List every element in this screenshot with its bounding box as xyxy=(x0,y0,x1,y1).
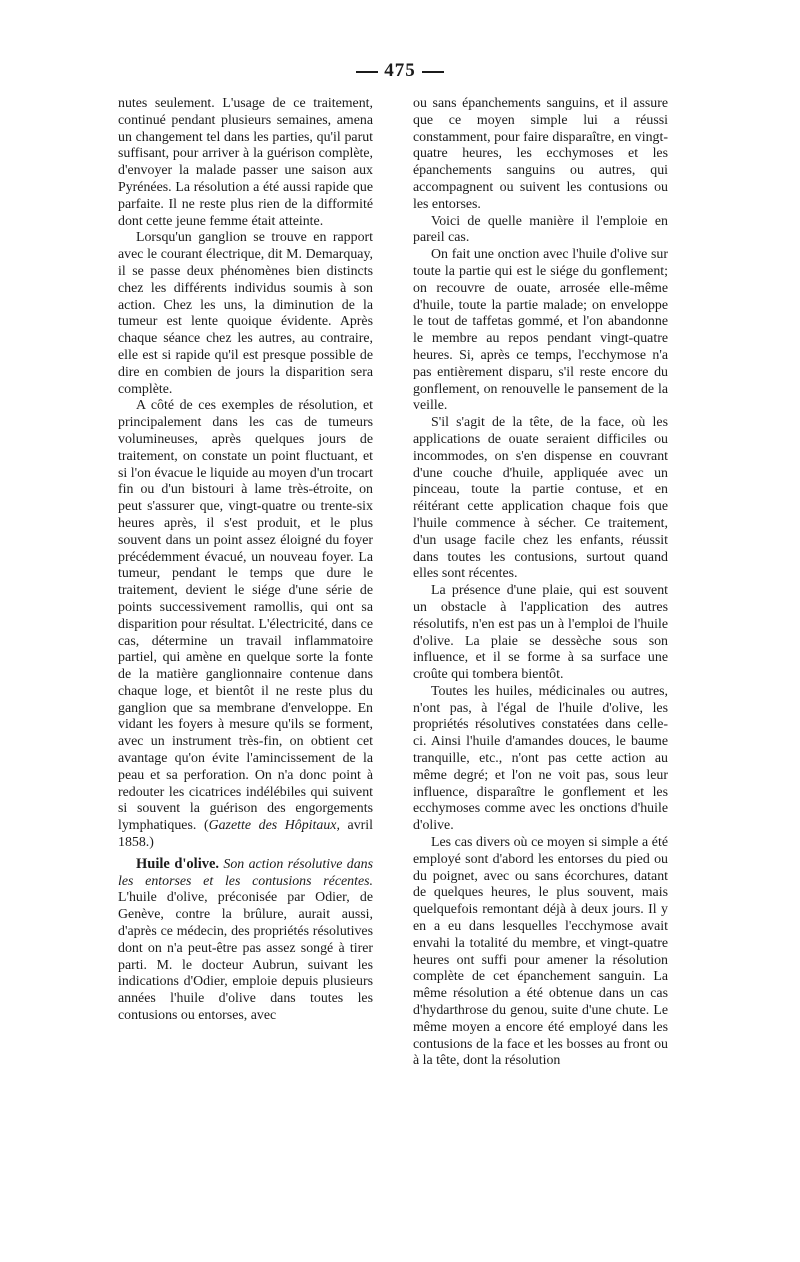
header-rule-right xyxy=(422,71,444,73)
entry-subtitle: Son action résolutive dans les entorses et les contusions récentes. xyxy=(118,856,373,889)
entry-paragraph xyxy=(118,856,373,1025)
paragraph: ou sans épanchements sanguins, et il assure que ce moyen simple lui a réussi constamment, pour faire disparaître, en vingt-quatre heures, les ecchymoses et les épanchements sanguins ou autres, qui accompagnent ou suivent les contusions ou les entorses. xyxy=(413,96,668,212)
citation-date: avril 1858.) xyxy=(118,818,373,851)
paragraph: Toutes les huiles, médicinales ou autres, n'ont pas, à l'égal de l'huile d'olive, les propriétés résolutives constatées dans celle-ci. Ainsi l'huile d'amandes douces, le baume tranquille, etc., n'ont pas cette action au même degré; et l'on ne voit pas, sous leur influence, disparaître le gonflement et les ecchymoses comme avec les onctions d'huile d'olive. xyxy=(413,683,668,834)
paragraph-text: A côté de ces exemples de résolution, et principalement dans les cas de tumeurs volumineuses, après quelques jours de traitement, on constate un point fluctuant, et si l'on évacue le liquide au moyen d'un trocart fin ou d'un bistouri à lame très-étroite, on peut s'assurer que, vingt-quatre ou trente-six heures après, il s'est produit, et le plus souvent dans un point assez éloigné du foyer précédemment évacué, un nouveau foyer. La tumeur, pendant le temps que dure le traitement, devient le siége d'une série de points successivement ramollis, qui ont sa disparition pour résultat. L'électricité, dans ce cas, détermine un travail inflammatoire partiel, qui amène en quelque sorte la fonte de la matière ganglionnaire contenue dans chaque loge, et bientôt il ne reste plus du ganglion que sa membrane d'enveloppe. En vidant les foyers à mesure qu'ils se forment, avec un instrument très-fin, on obtient cet avantage qu'on évite l'amincissement de la peau et sa perforation. On n'a donc point à redouter les cicatrices indélébiles qui suivent si souvent la guérison des engorgements lymphatiques. xyxy=(118,398,373,834)
citation-open: ( xyxy=(196,818,209,834)
right-column xyxy=(413,96,668,1070)
paragraph: On fait une onction avec l'huile d'olive sur toute la partie qui est le siége du gonflement; on recouvre de ouate, arrosée elle-même d'huile, toute la partie malade; on enveloppe le tout de taffetas gommé, et l'on abandonne le membre au repos pendant vingt-quatre heures. Si, après ce temps, l'ecchymose n'a pas entièrement disparu, s'il reste encore du gonflement, on renouvelle le pansement de la veille. xyxy=(413,247,668,414)
citation-source: Gazette des Hôpitaux, xyxy=(208,818,340,834)
paragraph-with-citation xyxy=(118,398,373,852)
entry-text: L'huile d'olive, préconisée par Odier, de Genève, contre la brûlure, aurait aussi, d'après ce médecin, des propriétés résolutives dont on n'a peut-être pas assez songé à tirer parti. M. le docteur Aubrun, suivant les indications d'Odier, emploie depuis plusieurs années l'huile d'olive dans toutes les contusions ou entorses, avec xyxy=(118,890,373,1024)
paragraph: La présence d'une plaie, qui est souvent un obstacle à l'application des autres résolutifs, n'en est pas un à l'emploi de l'huile d'olive. La plaie se dessèche sous son influence, et il se forme à sa surface une croûte qui tombera bientôt. xyxy=(413,583,668,683)
left-column xyxy=(118,96,373,1025)
page-header xyxy=(0,60,800,82)
paragraph: S'il s'agit de la tête, de la face, où les applications de ouate seraient difficiles ou incommodes, on s'en dispense en couvrant d'une couche d'huile, appliquée avec un pinceau, toute la partie contuse, et en réitérant cette application chaque fois que l'huile commence à sécher. Ce traitement, d'un usage facile chez les enfants, réussit dans toutes les contusions, surtout quand elles sont récentes. xyxy=(413,415,668,582)
header-rule-left xyxy=(356,71,378,73)
paragraph: Les cas divers où ce moyen si simple a été employé sont d'abord les entorses du pied ou du poignet, avec ou sans écorchures, datant de quelques heures, le plus souvent, mais quelquefois remontant déjà à deux jours. Il y en a eu dans lesquelles l'ecchymose avait envahi la totalité du membre, et vingt-quatre heures ont suffi pour amener la résolution complète de cet épanchement sanguin. La même résolution a été obtenue dans un cas d'hydarthrose du genou, suite d'une chute. Le même moyen a encore été employé dans les contusions de la face et les bosses au front ou à la tête, dont la résolution xyxy=(413,835,668,1069)
entry-heading: Huile d'olive. xyxy=(136,855,220,872)
paragraph: nutes seulement. L'usage de ce traitement, continué pendant plusieurs semaines, amena un changement tel dans les parties, qu'il parut suffisant, pour arriver à la guérison complète, d'envoyer la malade passer une saison aux Pyrénées. La résolution a été aussi rapide que parfaite. Il ne reste plus rien de la difformité dont cette jeune femme était atteinte. xyxy=(118,96,373,229)
page-number: 475 xyxy=(384,60,416,81)
paragraph: Voici de quelle manière il l'emploie en pareil cas. xyxy=(413,213,668,246)
paragraph: Lorsqu'un ganglion se trouve en rapport avec le courant électrique, dit M. Demarquay, il se passe deux phénomènes bien distincts chez les différents individus soumis à son action. Chez les uns, la diminution de la tumeur est lente quoique évidente. Après chaque séance chez les autres, au contraire, elle est si rapide qu'il est presque possible de dire en combien de jours la disparition sera complète. xyxy=(118,230,373,397)
